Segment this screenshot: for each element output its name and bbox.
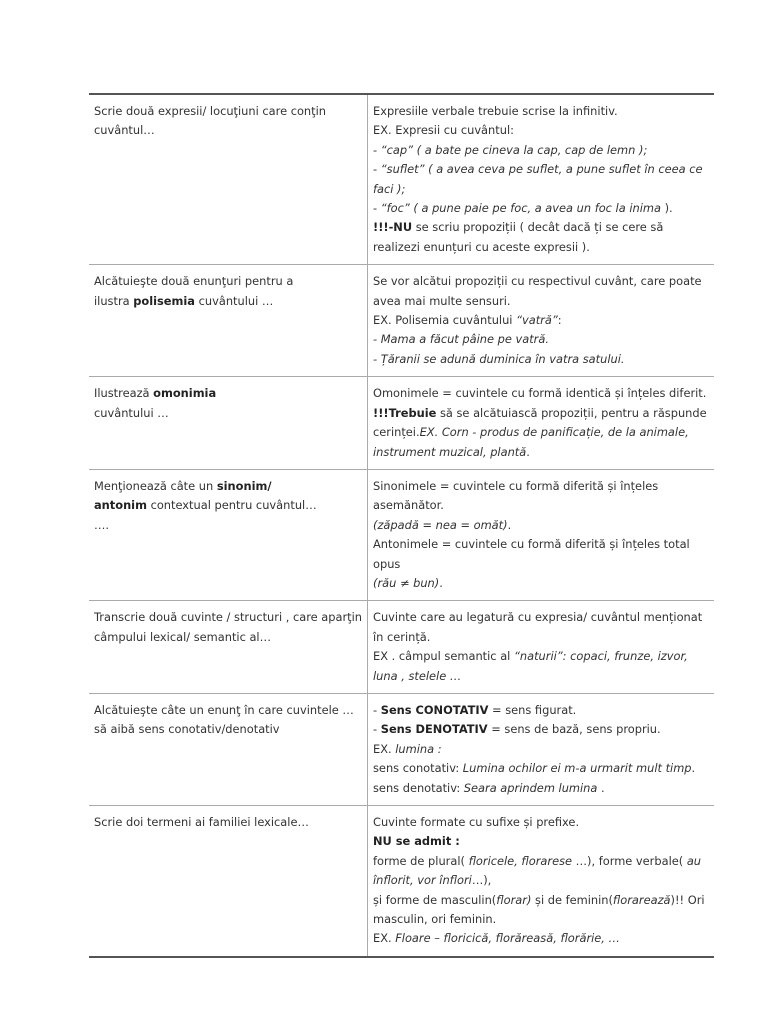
bold-text: !!!-NU [373,220,413,235]
text-line [373,160,709,179]
text-segment: Scrie doi termeni ai familiei lexicale… [94,815,309,829]
text-line [373,647,709,666]
text-line [94,292,362,311]
text-line [373,272,709,291]
italic-text: Seara aprindem lumina [463,780,598,795]
text-line [373,628,709,647]
italic-text: - Mama a făcut pâine pe vatră. [373,332,549,347]
text-line [94,813,362,832]
text-segment: - [373,722,381,737]
bold-text: !!!Trebuie [373,405,437,420]
text-segment: cuvântul… [94,123,155,138]
text-line [373,102,709,121]
text-line [94,121,362,140]
italic-text: înflorit, vor înflori [373,873,472,888]
task-cell [89,94,368,265]
italic-text: floricele, florarese [468,853,573,868]
text-line [373,852,709,871]
text-line [373,871,709,890]
italic-text: (zăpadă = nea = omăt) [373,517,508,532]
text-segment: avea mai multe sensuri. [373,293,511,308]
text-segment: realizezi enunțuri cu aceste expresii ). [373,239,590,254]
explanation-cell [368,693,715,805]
italic-text: au [686,853,702,868]
text-segment: ). [660,201,673,216]
text-line [373,141,709,160]
text-segment: = sens de bază, sens propriu. [487,722,661,737]
task-cell [89,265,368,377]
text-line [373,423,709,442]
text-line [373,740,709,759]
text-segment: Omonimele = cuvintele cu formă identică și înțeles diferit. [373,386,707,401]
text-segment: și de feminin( [531,892,613,907]
text-segment: . [526,444,530,459]
text-line [373,496,709,515]
bold-text: polisemia [133,293,195,308]
bold-text: Sens CONOTATIV [380,702,489,717]
italic-text: florar) [496,892,532,907]
italic-text: “cap” ( a bate pe cineva la cap, cap de lemn ); [380,142,648,157]
text-segment: și forme de masculin( [373,892,497,907]
italic-text: “foc” ( a pune paie pe foc, a avea un foc la inima [380,201,661,216]
italic-text: Floare – floricică, florăreasă, florărie, … [395,931,620,946]
text-line [373,516,709,535]
text-line [373,832,709,851]
text-line [373,121,709,140]
text-line [373,238,709,257]
text-segment: cerinței. [373,425,420,440]
text-segment: forme de plural( [373,853,469,868]
text-line [94,272,362,291]
table-row [89,693,714,805]
bold-text: NU se admit : [373,834,460,849]
text-segment: EX. [373,931,396,946]
italic-text: “suflet” ( a avea ceva pe suflet, a pune suflet în ceea ce [380,162,703,177]
explanation-cell [368,806,715,957]
text-line [373,759,709,778]
text-line [373,443,709,462]
text-segment: EX. Expresii cu cuvântul: [373,123,514,138]
text-segment: Antonimele = cuvintele cu formă diferită și înțeles total [373,537,690,552]
text-line [373,292,709,311]
text-segment: Transcrie două cuvinte / structuri , care aparţin [94,610,363,625]
italic-text: instrument muzical, plantă [373,444,527,459]
text-segment: ilustra [94,293,134,308]
text-segment: . [691,761,696,776]
text-segment: să aibă sens conotativ/denotativ [94,722,280,737]
text-segment: în cerință. [373,629,431,644]
text-segment: sens conotativ: [373,761,463,776]
text-segment: …. [94,517,110,532]
table-row [89,806,714,957]
table-row [89,601,714,694]
italic-text: Lumina ochilor ei m-a urmarit mult timp [462,761,692,776]
text-segment: Se vor alcătui propoziții cu respectivul cuvânt, care poate [373,274,702,289]
text-segment: . [439,575,443,590]
text-line [373,720,709,739]
text-line [94,608,362,627]
text-line [94,720,362,739]
text-segment: . [597,780,605,795]
explanation-cell [368,265,715,377]
text-line [373,910,709,929]
text-line [94,102,362,121]
text-segment: Ilustrează [94,386,154,401]
italic-text: “naturii”: copaci, frunze, izvor, [513,649,688,664]
text-segment: Menţionează câte un [94,478,217,493]
text-segment: se scriu propoziții ( decât dacă ți se cere să [412,220,664,235]
bold-text: sinonim/ [216,478,272,493]
italic-text: luna , stelele … [373,668,462,683]
text-line [373,199,709,218]
bold-text: antonim [94,498,147,513]
text-segment: Cuvinte care au legatură cu expresia/ cuvântul menționat [373,610,703,625]
bold-text: omonimia [153,386,217,401]
text-segment: . [507,517,512,532]
text-segment: EX . câmpul semantic al [373,649,514,664]
text-segment: să se alcătuiască propoziții, pentru a răspunde [436,405,707,420]
text-line [373,667,709,686]
text-segment: = sens figurat. [488,702,577,717]
text-segment: opus [373,556,401,571]
explanation-cell [368,601,715,694]
text-segment: cuvântului … [195,293,274,308]
text-line [94,477,362,496]
text-line [373,574,709,593]
text-line [373,929,709,948]
text-line [373,608,709,627]
text-segment: - [373,702,381,717]
italic-text: faci ); [373,181,406,196]
italic-text: lumina : [395,741,442,756]
text-line [373,701,709,720]
task-cell [89,377,368,470]
text-segment: asemănător. [373,498,444,513]
text-line [94,516,362,535]
text-segment: EX. Polisemia cuvântului [373,313,517,328]
table-row [89,265,714,377]
table-row [89,94,714,265]
text-segment: …), [471,873,492,888]
table-body [89,94,714,957]
table-row [89,469,714,600]
task-cell [89,693,368,805]
text-segment: - [373,142,381,157]
text-segment: cuvântului … [94,405,169,420]
task-cell [89,806,368,957]
text-segment: Sinonimele = cuvintele cu formă diferită și înțeles [373,478,659,493]
italic-text: - Țăranii se adună duminica în vatra satului. [373,351,625,366]
text-line [373,535,709,554]
text-line [94,628,362,647]
italic-text: florarează [612,892,671,907]
text-segment: : [557,313,562,328]
text-line [373,891,709,910]
text-segment: - [373,162,381,177]
bold-text: Sens DENOTATIV [380,722,488,737]
content-table [89,93,714,958]
text-line [373,477,709,496]
task-cell [89,601,368,694]
text-line [373,384,709,403]
text-line [373,311,709,330]
text-segment: Alcătuieşte două enunţuri pentru a [94,274,294,289]
text-segment: Alcătuieşte câte un enunţ în care cuvintele … [94,702,354,717]
text-segment: contextual pentru cuvântul… [146,498,317,513]
italic-text: “vatră” [516,313,558,328]
explanation-cell [368,377,715,470]
text-line [373,555,709,574]
text-segment: Scrie două expresii/ locuţiuni care conţin [94,104,327,118]
text-line [373,813,709,832]
text-line [373,404,709,423]
text-segment: Expresiile verbale trebuie scrise la infinitiv. [373,104,618,118]
text-line [373,180,709,199]
explanation-cell [368,469,715,600]
text-line [373,779,709,798]
text-line [373,330,709,349]
text-segment: …), forme verbale( [572,853,687,868]
task-cell [89,469,368,600]
text-segment: )!! Ori [670,892,705,907]
text-line [94,701,362,720]
text-segment: EX. [373,741,396,756]
explanation-cell [368,94,715,265]
text-segment: câmpului lexical/ semantic al… [94,629,271,644]
text-segment: - [373,201,381,216]
text-line [373,218,709,237]
text-line [94,384,362,403]
text-segment: masculin, ori feminin. [373,912,497,927]
table-row [89,377,714,470]
text-line [373,350,709,369]
text-segment: sens denotativ: [373,780,464,795]
text-line [94,496,362,515]
italic-text: EX. Corn - produs de panificație, de la animale, [419,425,689,440]
text-segment: Cuvinte formate cu sufixe și prefixe. [373,815,580,829]
italic-text: (rău ≠ bun) [373,575,440,590]
text-line [94,404,362,423]
